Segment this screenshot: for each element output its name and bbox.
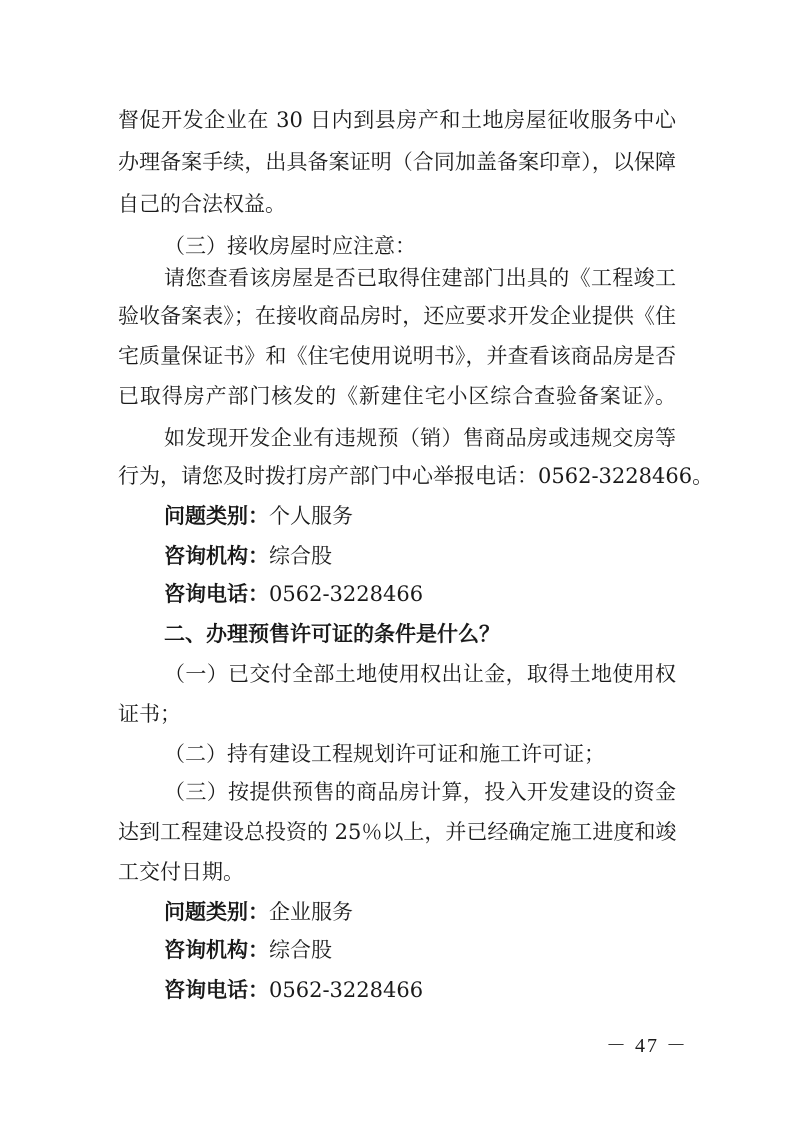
page-number: － 47 － xyxy=(606,1035,688,1057)
paragraph-line: 已取得房产部门核发的《新建住宅小区综合查验备案证》。 xyxy=(118,384,676,408)
section-heading: 二、办理预售许可证的条件是什么？ xyxy=(164,622,500,646)
phone-value: 0562-3228466 xyxy=(269,978,424,1002)
meta-category xyxy=(164,898,794,926)
org-label: 咨询机构： xyxy=(164,544,269,568)
paragraph-line: 请您查看该房屋是否已取得住建部门出具的《工程竣工 xyxy=(164,266,676,290)
paragraph-line: 证书； xyxy=(118,702,181,726)
category-value: 企业服务 xyxy=(269,900,353,924)
org-value: 综合股 xyxy=(269,938,332,962)
paragraph-line: 宅质量保证书》和《住宅使用说明书》，并查看该商品房是否 xyxy=(118,344,676,368)
meta-phone xyxy=(164,976,794,1004)
meta-phone xyxy=(164,580,794,608)
meta-org xyxy=(164,542,794,570)
meta-category xyxy=(164,502,794,530)
phone-value: 0562-3228466 xyxy=(269,582,424,606)
paragraph-line: 办理备案手续，出具备案证明（合同加盖备案印章），以保障 xyxy=(118,150,676,174)
phone-label: 咨询电话： xyxy=(164,582,269,606)
paragraph-line: 自己的合法权益。 xyxy=(118,192,286,216)
paragraph-line: 工交付日期。 xyxy=(118,860,244,884)
paragraph-line: （三）按提供预售的商品房计算，投入开发建设的资金 xyxy=(164,780,676,804)
category-value: 个人服务 xyxy=(269,504,353,528)
org-value: 综合股 xyxy=(269,544,332,568)
category-label: 问题类别： xyxy=(164,900,269,924)
paragraph-line: 如发现开发企业有违规预（销）售商品房或违规交房等 xyxy=(164,426,676,450)
subsection-heading: （三）接收房屋时应注意： xyxy=(164,234,416,258)
paragraph-line: 达到工程建设总投资的 25％以上，并已经确定施工进度和竣 xyxy=(118,820,677,844)
org-label: 咨询机构： xyxy=(164,938,269,962)
paragraph-line: 行为，请您及时拨打房产部门中心举报电话：0562-3228466。 xyxy=(118,464,714,488)
paragraph-line: （一）已交付全部土地使用权出让金，取得土地使用权 xyxy=(164,662,676,686)
paragraph-line: （二）持有建设工程规划许可证和施工许可证； xyxy=(164,742,605,766)
category-label: 问题类别： xyxy=(164,504,269,528)
meta-org xyxy=(164,936,794,964)
phone-label: 咨询电话： xyxy=(164,978,269,1002)
paragraph-line: 验收备案表》；在接收商品房时，还应要求开发企业提供《住 xyxy=(118,304,676,328)
paragraph-line: 督促开发企业在 30 日内到县房产和土地房屋征收服务中心 xyxy=(118,108,676,132)
